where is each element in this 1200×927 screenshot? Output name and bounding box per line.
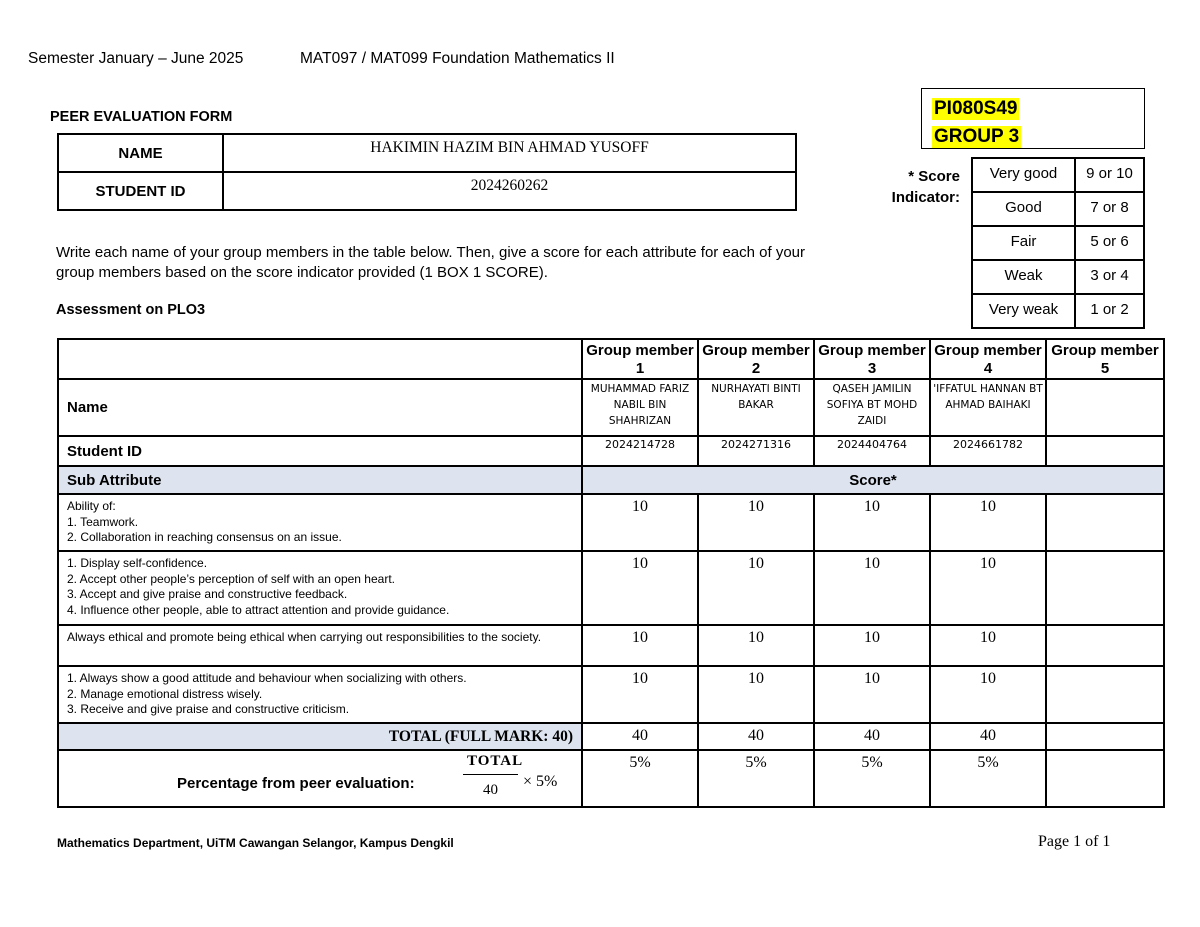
percentage-cell[interactable]: 5% <box>582 750 698 807</box>
name-row <box>58 379 1164 436</box>
attribute-row <box>58 551 1164 625</box>
group-member-header: Group member 5 <box>1046 339 1164 379</box>
instructions-text: Write each name of your group members in the table below. Then, give a score for each attribute for each of your group members based on the score indicator provided (1 BOX 1 SCORE). <box>56 244 806 281</box>
peer-evaluation-table <box>57 338 1165 808</box>
percentage-row <box>58 750 1164 807</box>
indicator-level: Very good <box>972 158 1075 192</box>
semester-text: Semester January – June 2025 <box>28 50 244 67</box>
student-id-row <box>58 436 1164 466</box>
name-row <box>58 134 796 172</box>
percentage-cell[interactable]: 5% <box>814 750 930 807</box>
indicator-level: Very weak <box>972 294 1075 328</box>
attribute-text: 1. Always show a good attitude and behaviour when socializing with others. 2. Manage emotional distress wisely. 3. Receive and give praise and constructive criticism. <box>58 666 582 723</box>
name-label: NAME <box>58 134 223 172</box>
indicator-level: Weak <box>972 260 1075 294</box>
footer-department: Mathematics Department, UiTM Cawangan Selangor, Kampus Dengkil <box>57 836 454 850</box>
attribute-text: Always ethical and promote being ethical when carrying out responsibilities to the society. <box>58 625 582 666</box>
score-cell[interactable]: 10 <box>930 551 1046 625</box>
indicator-range: 7 or 8 <box>1075 192 1144 226</box>
member-id-cell[interactable]: 2024404764 <box>814 436 930 466</box>
total-cell[interactable] <box>1046 723 1164 750</box>
score-cell[interactable] <box>1046 551 1164 625</box>
student-info-table <box>57 133 797 211</box>
score-cell[interactable] <box>1046 494 1164 551</box>
sub-attribute-header-row <box>58 466 1164 494</box>
indicator-range: 1 or 2 <box>1075 294 1144 328</box>
total-cell[interactable]: 40 <box>930 723 1046 750</box>
formula-multiplier: × 5% <box>523 773 558 790</box>
member-id-cell[interactable]: 2024214728 <box>582 436 698 466</box>
student-id-label: STUDENT ID <box>58 172 223 210</box>
group-header-row <box>58 339 1164 379</box>
member-name-cell[interactable]: NURHAYATI BINTI BAKAR <box>698 379 814 436</box>
total-cell[interactable]: 40 <box>698 723 814 750</box>
score-cell[interactable]: 10 <box>814 494 930 551</box>
group-member-header: Group member 3 <box>814 339 930 379</box>
student-id-field[interactable]: 2024260262 <box>223 172 796 210</box>
indicator-range: 3 or 4 <box>1075 260 1144 294</box>
total-cell[interactable]: 40 <box>582 723 698 750</box>
percentage-label: Percentage from peer evaluation: <box>177 775 415 792</box>
group-code: PI080S49 <box>934 98 1018 119</box>
percentage-formula-cell <box>58 750 582 807</box>
score-cell[interactable]: 10 <box>698 494 814 551</box>
total-row <box>58 723 1164 750</box>
group-member-header: Group member 1 <box>582 339 698 379</box>
total-cell[interactable]: 40 <box>814 723 930 750</box>
indicator-level: Fair <box>972 226 1075 260</box>
score-cell[interactable]: 10 <box>814 625 930 666</box>
member-name-cell[interactable]: QASEH JAMILIN SOFIYA BT MOHD ZAIDI <box>814 379 930 436</box>
score-cell[interactable]: 10 <box>582 551 698 625</box>
score-cell[interactable]: 10 <box>698 551 814 625</box>
member-name-cell[interactable]: 'IFFATUL HANNAN BT AHMAD BAIHAKI <box>930 379 1046 436</box>
indicator-level: Good <box>972 192 1075 226</box>
blank-header-cell <box>58 339 582 379</box>
student-id-row <box>58 172 796 210</box>
score-cell[interactable] <box>1046 666 1164 723</box>
score-cell[interactable]: 10 <box>698 625 814 666</box>
name-field[interactable]: HAKIMIN HAZIM BIN AHMAD YUSOFF <box>223 134 796 172</box>
score-indicator-label: * Score Indicator: <box>891 168 960 206</box>
score-cell[interactable]: 10 <box>930 666 1046 723</box>
attribute-row <box>58 494 1164 551</box>
score-cell[interactable] <box>1046 625 1164 666</box>
score-indicator-table <box>971 157 1145 329</box>
group-number: GROUP 3 <box>934 126 1020 147</box>
member-name-cell[interactable]: MUHAMMAD FARIZ NABIL BIN SHAHRIZAN <box>582 379 698 436</box>
percentage-cell[interactable]: 5% <box>930 750 1046 807</box>
score-cell[interactable]: 10 <box>582 666 698 723</box>
score-cell[interactable]: 10 <box>814 666 930 723</box>
student-id-row-label: Student ID <box>58 436 582 466</box>
member-name-cell[interactable] <box>1046 379 1164 436</box>
course-title: MAT097 / MAT099 Foundation Mathematics II <box>300 50 615 67</box>
score-cell[interactable]: 10 <box>582 494 698 551</box>
attribute-text: 1. Display self-confidence. 2. Accept other people’s perception of self with an open heart. 3. Accept and give praise and constructive feedback. 4. Influence other people, able to attract attention and provide guidance. <box>58 551 582 625</box>
assessment-title: Assessment on PLO3 <box>56 302 206 318</box>
member-id-cell[interactable]: 2024271316 <box>698 436 814 466</box>
indicator-range: 5 or 6 <box>1075 226 1144 260</box>
fraction-bar <box>463 774 518 775</box>
group-member-header: Group member 2 <box>698 339 814 379</box>
formula-numerator: TOTAL <box>467 753 524 769</box>
name-row-label: Name <box>58 379 582 436</box>
member-id-cell[interactable] <box>1046 436 1164 466</box>
formula-denominator: 40 <box>483 782 498 798</box>
group-box <box>921 88 1145 149</box>
group-member-header: Group member 4 <box>930 339 1046 379</box>
page-number: Page 1 of 1 <box>1038 833 1111 850</box>
form-title: PEER EVALUATION FORM <box>50 109 233 125</box>
attribute-text: Ability of: 1. Teamwork. 2. Collaboration in reaching consensus on an issue. <box>58 494 582 551</box>
sub-attribute-label: Sub Attribute <box>58 466 582 494</box>
member-id-cell[interactable]: 2024661782 <box>930 436 1046 466</box>
score-cell[interactable]: 10 <box>930 625 1046 666</box>
indicator-range: 9 or 10 <box>1075 158 1144 192</box>
percentage-cell[interactable]: 5% <box>698 750 814 807</box>
attribute-row <box>58 666 1164 723</box>
score-cell[interactable]: 10 <box>582 625 698 666</box>
attribute-row <box>58 625 1164 666</box>
total-label: TOTAL (FULL MARK: 40) <box>58 723 582 750</box>
score-cell[interactable]: 10 <box>930 494 1046 551</box>
score-cell[interactable]: 10 <box>814 551 930 625</box>
score-header: Score* <box>582 466 1164 494</box>
percentage-cell[interactable] <box>1046 750 1164 807</box>
score-cell[interactable]: 10 <box>698 666 814 723</box>
